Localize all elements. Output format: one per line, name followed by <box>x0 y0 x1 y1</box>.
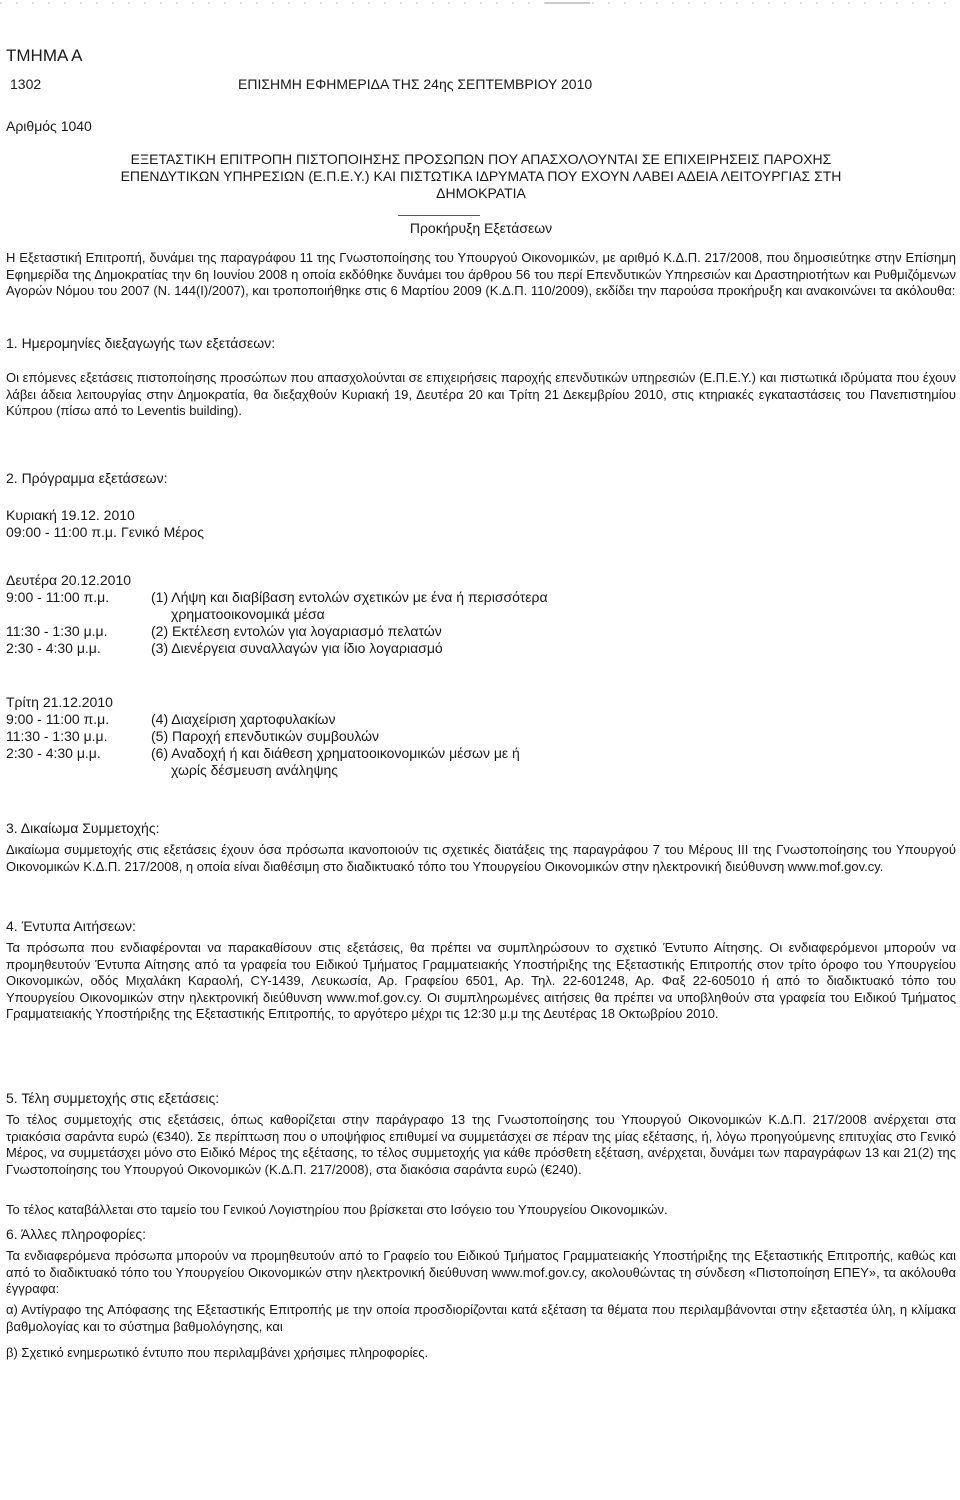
notice-subtitle: Προκήρυξη Εξετάσεων <box>409 220 553 236</box>
title-line: ΕΠΕΝΔΥΤΙΚΩΝ ΥΠΗΡΕΣΙΩΝ (Ε.Π.Ε.Υ.) ΚΑΙ ΠΙΣΤΩΤΙΚΑ ΙΔΡΥΜΑΤΑ ΠΟΥ ΕΧΟΥΝ ΛΑΒΕΙ ΑΔΕΙΑ ΛΕΙΤΟΥΡΓΙΑΣ ΣΤΗ <box>120 168 842 184</box>
section-heading: 2. Πρόγραμμα εξετάσεων: <box>6 470 168 486</box>
scan-noise <box>0 0 960 8</box>
section-heading: 3. Δικαίωμα Συμμετοχής: <box>6 820 160 836</box>
section-heading: 1. Ημερομηνίες διεξαγωγής των εξετάσεων: <box>6 335 276 351</box>
day-label: Δευτέρα 20.12.2010 <box>6 572 132 588</box>
exam-part: (1) Λήψη και διαβίβαση εντολών σχετικών με ένα ή περισσότερα <box>151 589 548 605</box>
list-item: β) Σχετικό ενημερωτικό έντυπο που περιλαμβάνει χρήσιμες πληροφορίες. <box>6 1345 429 1360</box>
exam-part: (5) Παροχή επενδυτικών συμβουλών <box>151 728 380 744</box>
exam-part: (4) Διαχείριση χαρτοφυλακίων <box>151 711 336 727</box>
time-slot: 2:30 - 4:30 μ.μ. <box>6 745 101 761</box>
section-heading: 6. Άλλες πληροφορίες: <box>6 1226 147 1242</box>
gazette-header: ΕΠΙΣΗΜΗ ΕΦΗΜΕΡΙΔΑ ΤΗΣ 24ης ΣΕΠΤΕΜΒΡΙΟΥ 2010 <box>238 76 593 92</box>
section-body: Οι επόμενες εξετάσεις πιστοποίησης προσώπων που απασχολούνται σε επιχειρήσεις παροχής επενδυτικών υπηρεσιών (Ε.Π.Ε.Υ.) και πιστωτικά ιδρύματα που έχουν λάβει άδεια λειτουργίας στην Δημοκρατία, θα διεξαχθούν Κυριακή 19, Δευτέρα 20 και Τρίτη 21 Δεκεμβρίου 2010, στις κτηριακές εγκαταστάσεις του Πανεπιστημίου Κύπρου (πίσω από το Leventis building). <box>6 370 956 418</box>
exam-part: (6) Αναδοχή ή και διάθεση χρηματοοικονομικών μέσων με ή <box>151 745 520 761</box>
time-slot: 09:00 - 11:00 π.μ. <box>6 524 117 540</box>
exam-part: (3) Διενέργεια συναλλαγών για ίδιο λογαριασμό <box>151 640 443 656</box>
day-label: Τρίτη 21.12.2010 <box>6 694 113 710</box>
title-divider <box>398 215 480 216</box>
intro-paragraph: Η Εξεταστική Επιτροπή, δυνάμει της παραγράφου 11 της Γνωστοποίησης του Υπουργού Οικονομικών, με αριθμό Κ.Δ.Π. 217/2008, που δημοσιεύτηκε στην Επίσημη Εφημερίδα της Δημοκρατίας την 6η Ιουνίου 2008 η οποία εκδόθηκε δυνάμει του άρθρου 56 του περί Επενδυτικών Υπηρεσιών και Δραστηριοτήτων και Ρυθμιζόμενων Αγορών Νόμου του 2007 (Ν. 144(Ι)/2007), και τροποποιήθηκε στις 6 Μαρτίου 2009 (Κ.Δ.Π. 110/2009), εκδίδει την παρούσα προκήρυξη και ανακοινώνει τα ακόλουθα: <box>6 250 956 298</box>
section-body: Τα ενδιαφερόμενα πρόσωπα μπορούν να προμηθευτούν από το Γραφείο του Ειδικού Τμήματος Γραμματειακής Υποστήριξης της Εξεταστικής Επιτροπής, καθώς και από το διαδικτυακό τόπο του Υπουργείου Οικονομικών στην ηλεκτρονική διεύθυνση www.mof.gov.cy, ακολουθώντας τη σύνδεση «Πιστοποίηση ΕΠΕΥ», τα ακόλουθα έγγραφα: <box>6 1248 956 1296</box>
exam-part: (2) Εκτέλεση εντολών για λογαριασμό πελατών <box>151 623 442 639</box>
notice-number: Αριθμός 1040 <box>6 118 92 134</box>
notice-title <box>6 151 956 202</box>
exam-part: χωρίς δέσμευση ανάληψης <box>171 762 339 778</box>
section-body: Δικαίωμα συμμετοχής στις εξετάσεις έχουν όσα πρόσωπα ικανοποιούν τις σχετικές διατάξεις της παραγράφου 7 του Μέρους ΙΙΙ της Γνωστοποίησης του Υπουργού Οικονομικών Κ.Δ.Π. 217/2008, η οποία είναι διαθέσιμη στο διαδικτυακό τόπο του Υπουργείου Οικονομικών στην ηλεκτρονική διεύθυνση www.mof.gov.cy. <box>6 842 956 874</box>
section-body: Το τέλος συμμετοχής στις εξετάσεις, όπως καθορίζεται στην παράγραφο 13 της Γνωστοποίησης του Υπουργού Οικονομικών Κ.Δ.Π. 217/2008 ανέρχεται στα τριακόσια σαράντα ευρώ (€340). Σε περίπτωση που ο υποψήφιος επιθυμεί να συμμετάσχει σε πέραν της μίας εξέτασης, ή, λόγω προηγούμενης επιτυχίας στο Γενικό Μέρος, να συμμετάσχει μόνο στο Ειδικό Μέρος της εξέτασης, το τέλος συμμετοχής για κάθε πρόσθετη εξέταση, ανέρχεται, δυνάμει των παραγράφων 13 και 21(2) της Γνωστοποίησης του Υπουργού Οικονομικών (Κ.Δ.Π. 217/2008), στα διακόσια σαράντα ευρώ (€240). <box>6 1112 956 1177</box>
time-slot: 9:00 - 11:00 π.μ. <box>6 589 110 605</box>
section-heading: 5. Τέλη συμμετοχής στις εξετάσεις: <box>6 1090 220 1106</box>
section-label: ΤΜΗΜΑ Α <box>6 46 83 65</box>
title-line: ΕΞΕΤΑΣΤΙΚΗ ΕΠΙΤΡΟΠΗ ΠΙΣΤΟΠΟΙΗΣΗΣ ΠΡΟΣΩΠΩΝ ΠΟΥ ΑΠΑΣΧΟΛΟΥΝΤΑΙ ΣΕ ΕΠΙΧΕΙΡΗΣΕΙΣ ΠΑΡΟΧΗΣ <box>130 151 832 167</box>
time-slot: 2:30 - 4:30 μ.μ. <box>6 640 101 656</box>
title-line: ΔΗΜΟΚΡΑΤΙΑ <box>436 185 526 201</box>
section-body: Τα πρόσωπα που ενδιαφέρονται να παρακαθίσουν στις εξετάσεις, θα πρέπει να συμπληρώσουν το σχετικό Έντυπο Αίτησης. Οι ενδιαφερόμενοι μπορούν να προμηθευτούν Έντυπα Αίτησης από τα γραφεία του Ειδικού Τμήματος Γραμματειακής Υποστήριξης της Εξεταστικής Επιτροπής στον τρίτο όροφο του Υπουργείου Οικονομικών, οδός Μιχαλάκη Καραολή, CY-1439, Λευκωσία, Αρ. Γραφείου 6501, Αρ. Τηλ. 22-601248, Αρ. Φαξ 22-605010 ή από το διαδικτυακό τόπο του Υπουργείου Οικονομικών στην ηλεκτρονική διεύθυνση www.mof.gov.cy. Οι συμπληρωμένες αιτήσεις θα πρέπει να υποβληθούν στα γραφεία του Ειδικού Τμήματος Γραμματειακής Υποστήριξης της Εξεταστικής Επιτροπής, το αργότερο μέχρι τις 12:30 μ.μ της Δευτέρας 18 Οκτωβρίου 2010. <box>6 940 956 1021</box>
time-slot: 11:30 - 1:30 μ.μ. <box>6 623 108 639</box>
list-item: α) Αντίγραφο της Απόφασης της Εξεταστικής Επιτροπής με την οποία προσδιορίζονται κατά εξέταση τα θέματα που περιλαμβάνονται στην εξεταστέα ύλη, η κλίμακα βαθμολογίας και το σύστημα βαθμολόγησης, και <box>6 1302 956 1334</box>
exam-part: Γενικό Μέρος <box>121 524 204 540</box>
page-number: 1302 <box>10 76 42 92</box>
section-heading: 4. Έντυπα Αιτήσεων: <box>6 918 136 934</box>
day-label: Κυριακή 19.12. 2010 <box>6 507 135 523</box>
time-slot: 9:00 - 11:00 π.μ. <box>6 711 110 727</box>
section-body: Το τέλος καταβάλλεται στο ταμείο του Γενικού Λογιστηρίου που βρίσκεται στο Ισόγειο του Υπουργείου Οικονομικών. <box>6 1202 668 1217</box>
exam-part: χρηματοοικονομικά μέσα <box>171 606 325 622</box>
time-slot: 11:30 - 1:30 μ.μ. <box>6 728 108 744</box>
